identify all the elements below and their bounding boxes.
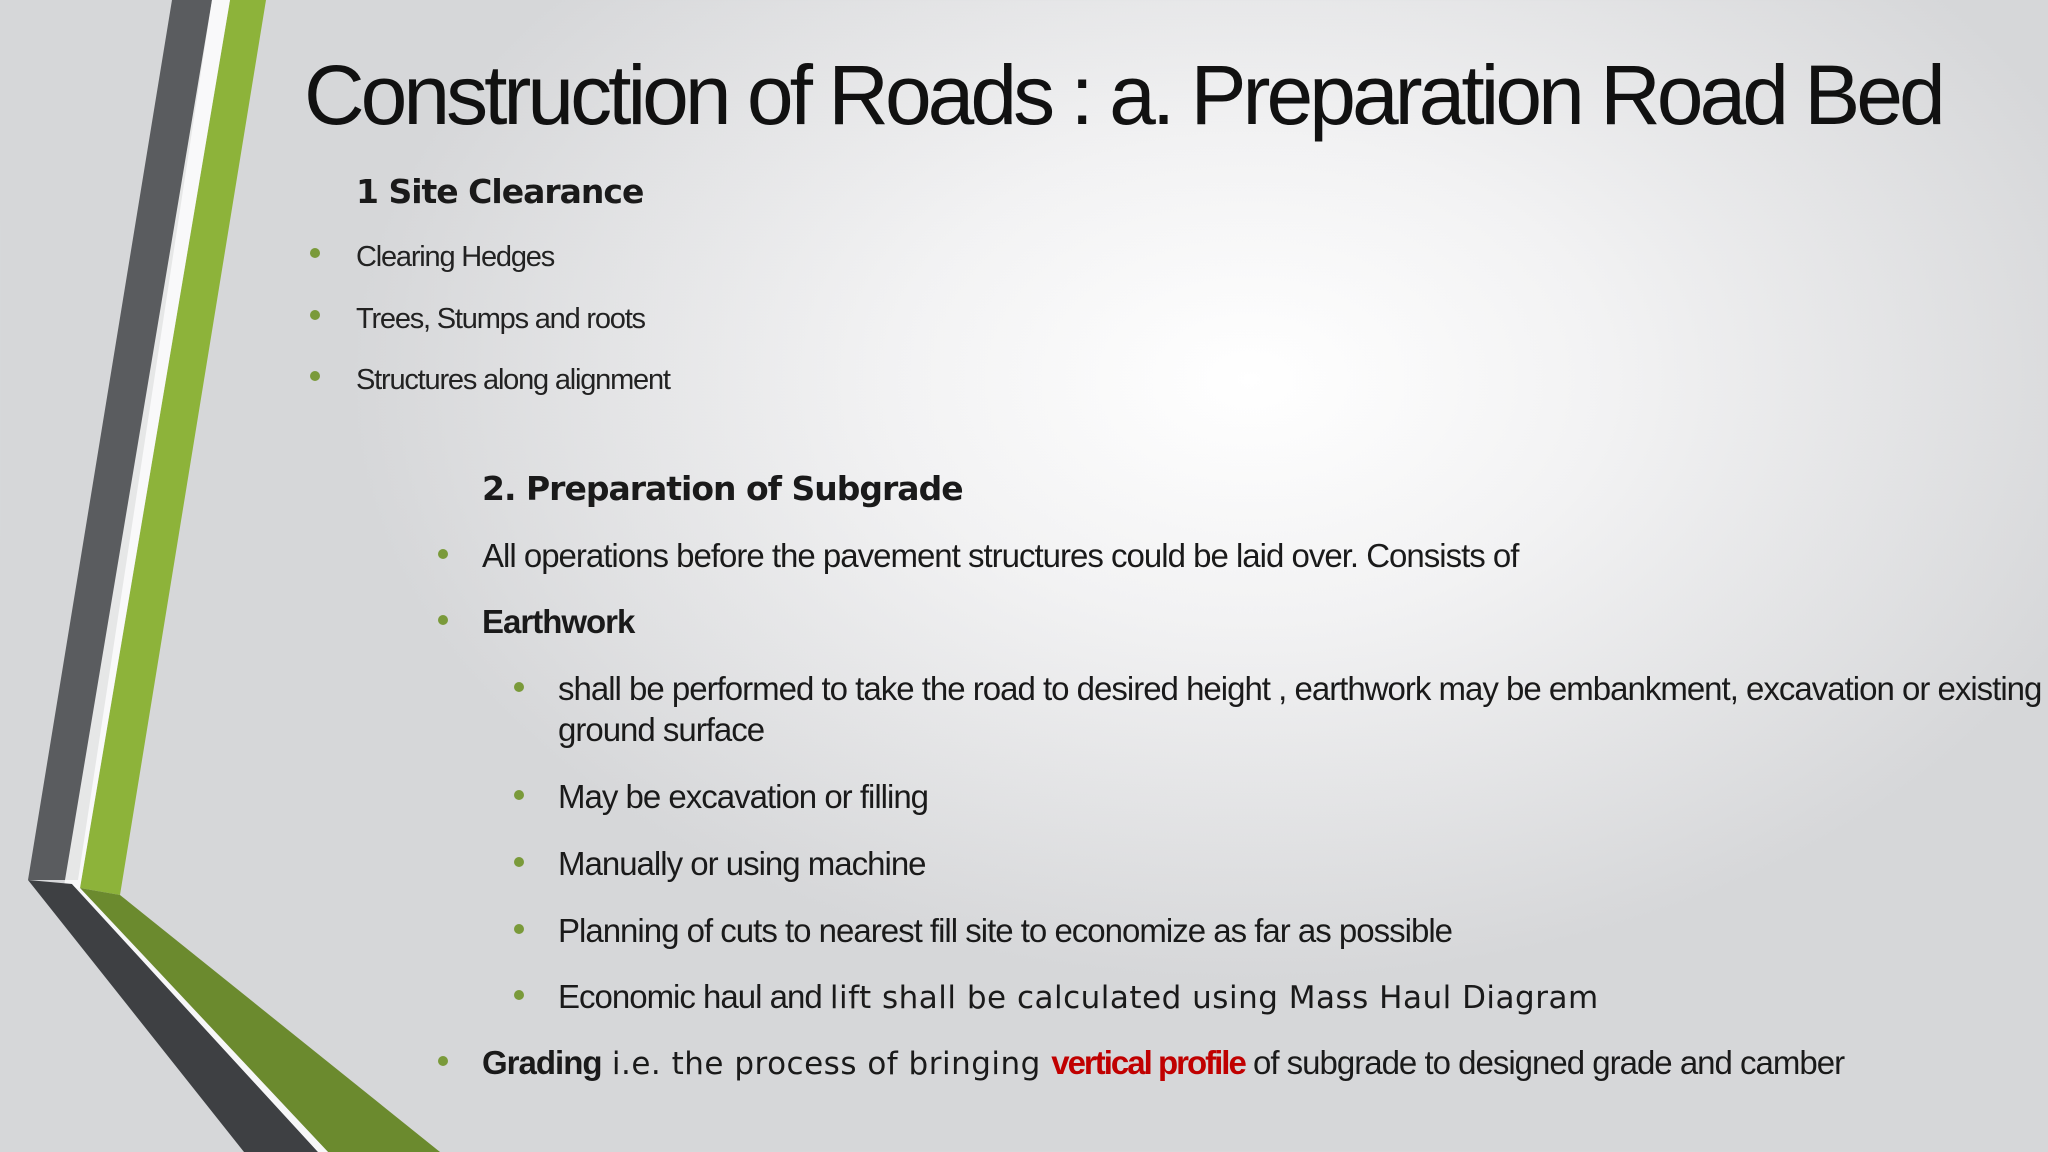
earthwork-item-text: Planning of cuts to nearest fill site to economize as far as possible (558, 912, 1453, 949)
bullet-icon (514, 790, 524, 800)
bullet-icon (438, 615, 448, 625)
grading-rest-text: of subgrade to designed grade and camber (1244, 1044, 1845, 1081)
list-item-text: Trees, Stumps and roots (356, 303, 645, 335)
list-item (558, 668, 2048, 750)
list-item-text: Clearing Hedges (356, 241, 555, 273)
slide-title: Construction of Roads : a. Preparation Road Bed (304, 48, 1942, 142)
list-item-text: Structures along alignment (356, 364, 670, 396)
list-item (558, 843, 926, 884)
list-item (356, 299, 645, 339)
white-wedge-shape (72, 884, 328, 1152)
haul-suffix-text: lift shall be calculated using Mass Haul Diagram (829, 980, 1599, 1016)
vertical-profile-highlight: vertical profile (1051, 1044, 1245, 1081)
list-item (558, 976, 1599, 1019)
bullet-icon (310, 248, 320, 258)
bullet-icon (514, 924, 524, 934)
list-item (558, 776, 928, 817)
site-clearance-heading: 1 Site Clearance (356, 172, 644, 211)
list-item (356, 237, 554, 277)
list-item (558, 910, 1452, 951)
white-stripe-shape (64, 0, 230, 888)
grading-label: Grading (482, 1044, 602, 1081)
charcoal-wedge-shape (28, 880, 318, 1152)
bullet-icon (514, 682, 524, 692)
bullet-icon (514, 857, 524, 867)
bullet-icon (514, 990, 524, 1000)
bullet-icon (438, 1056, 448, 1066)
bullet-icon (310, 371, 320, 381)
haul-prefix-text: Economic haul and (558, 978, 830, 1015)
list-item (482, 601, 634, 642)
list-item (482, 1042, 1844, 1085)
bullet-icon (310, 310, 320, 320)
subgrade-heading: 2. Preparation of Subgrade (482, 469, 963, 508)
earthwork-label: Earthwork (482, 603, 635, 640)
list-item (356, 360, 670, 400)
bullet-icon (438, 549, 448, 559)
earthwork-item-text: May be excavation or filling (558, 778, 929, 815)
subgrade-intro-text: All operations before the pavement structures could be laid over. Consists of (482, 537, 1519, 574)
grading-ie-text: i.e. the process of bringing (601, 1046, 1052, 1082)
earthwork-item-text: Manually or using machine (558, 845, 926, 882)
list-item (482, 535, 1518, 576)
earthwork-item-text: shall be performed to take the road to desired height , earthwork may be embankment, excavation or existing ground surface (558, 670, 2042, 748)
